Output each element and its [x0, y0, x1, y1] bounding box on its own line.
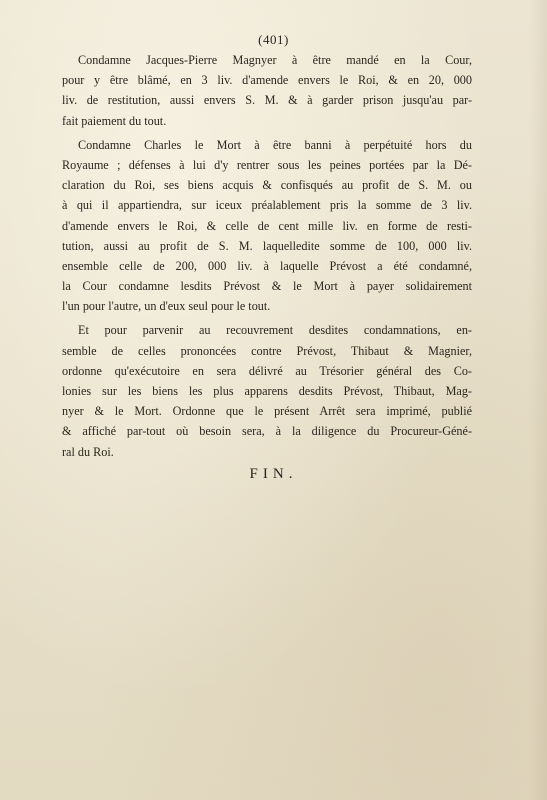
- text-line: lonies sur les biens les plus apparens desdits Prévost, Thibaut, Mag-: [62, 384, 472, 398]
- text-line: la Cour condamne lesdits Prévost & le Mort à payer solidairement: [62, 279, 472, 294]
- paragraph-magnyer: [62, 50, 472, 131]
- page-number: (401): [258, 32, 289, 47]
- text-line: pour y être blâmé, en 3 liv. d'amende envers le Roi, & en 20, 000: [62, 73, 472, 88]
- text-line: ensemble celle de 200, 000 liv. à laquelle Prévost a été condamné,: [62, 258, 472, 273]
- text-line: semble de celles prononcées contre Prévost, Thibaut & Magnier,: [62, 343, 472, 358]
- text-line: nyer & le Mort. Ordonne que le présent Arrêt sera imprimé, publié: [62, 404, 472, 419]
- text-line: tution, aussi au profit de S. M. laquelledite somme de 100, 000 liv.: [62, 238, 472, 253]
- fin-heading: FIN.: [249, 466, 298, 482]
- text-line: l'un pour l'autre, un d'eux seul pour le tout.: [62, 299, 271, 314]
- text-line: Condamne Jacques-Pierre Magnyer à être mandé en la Cour,: [78, 53, 472, 67]
- text-line: Royaume ; défenses à lui d'y rentrer sous les peines portées par la Dé-: [62, 157, 472, 172]
- text-line: Condamne Charles le Mort à être banni à perpétuité hors du: [78, 137, 472, 152]
- text-line: fait paiement du tout.: [62, 113, 167, 128]
- text-line: liv. de restitution, aussi envers S. M. & à garder prison jusqu'au par-: [62, 93, 472, 108]
- text-line: Et pour parvenir au recouvrement desdites condamnations, en-: [78, 323, 472, 338]
- body-text: [62, 50, 472, 466]
- text-line: claration du Roi, ses biens acquis & confisqués au profit de S. M. ou: [62, 178, 472, 193]
- text-line: ordonne qu'exécutoire en sera délivré au Trésorier général des Co-: [62, 363, 472, 378]
- paragraph-recouvrement: [62, 320, 472, 461]
- text-line: à qui il appartiendra, sur iceux préalablement pris la somme de 3 liv.: [62, 198, 472, 213]
- text-line: d'amende envers le Roi, & celle de cent mille liv. en forme de resti-: [62, 218, 472, 233]
- text-line: & affiché par-tout où besoin sera, à la diligence du Procureur-Géné-: [62, 424, 472, 439]
- text-line: ral du Roi.: [62, 444, 114, 459]
- paragraph-le-mort: [62, 135, 472, 317]
- page-fold-shadow: [529, 0, 547, 800]
